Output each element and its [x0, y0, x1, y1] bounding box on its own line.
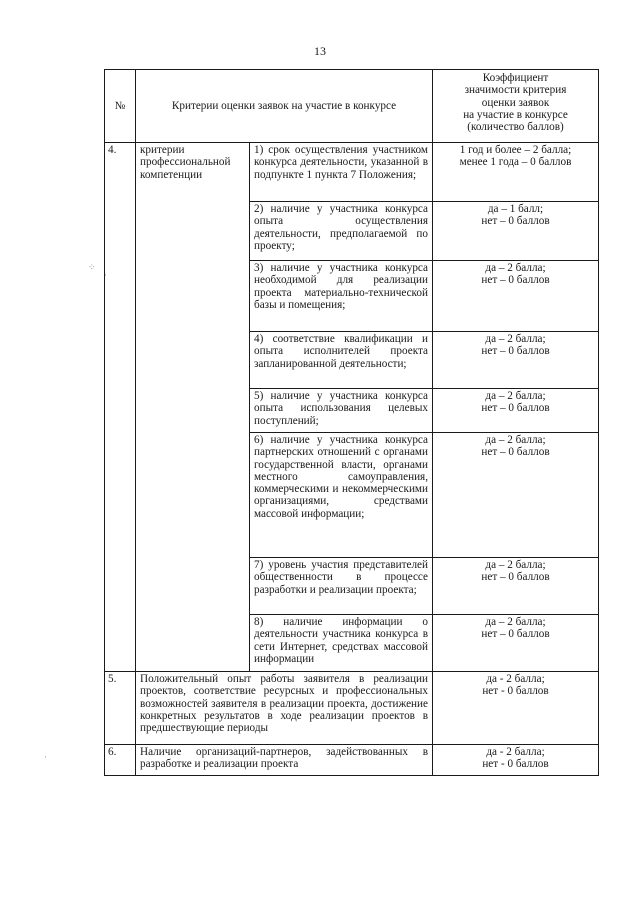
score-cell	[433, 615, 599, 672]
score-yes: да – 2 балла;	[485, 390, 546, 402]
score-yes: да – 2 балла;	[485, 434, 546, 446]
header-num: №	[105, 70, 136, 143]
criterion-text: Положительный опыт работы заявителя в реализации проектов, соответствие ресурсных и профессиональных возможностей заявителя в реализации проекта, достижение конкретных результатов в ходе реализации проектов в предшествующие периоды	[136, 672, 433, 745]
header-coef-line: оценки заявок	[481, 96, 550, 109]
scan-artifact: ⁘	[88, 262, 96, 272]
score-no: нет – 0 баллов	[481, 402, 550, 415]
criterion-text: Наличие организаций-партнеров, задействованных в разработке и реализации проекта	[136, 745, 433, 776]
header-coefficient	[433, 70, 599, 143]
score-no: нет – 0 баллов	[481, 345, 550, 358]
score-yes: да – 2 балла;	[485, 333, 546, 345]
subcriterion-text: 3) наличие у участника конкурса необходимой для реализации проекта материально-технической базы и помещения;	[250, 261, 433, 332]
criteria-group-line: критерии	[140, 144, 185, 156]
page-number: 13	[314, 44, 326, 58]
score-yes: да – 2 балла;	[485, 616, 546, 628]
row-number: 6.	[105, 745, 136, 776]
header-criteria: Критерии оценки заявок на участие в конкурсе	[136, 70, 433, 143]
score-yes: 1 год и более – 2 балла;	[459, 144, 572, 156]
score-no: нет – 0 баллов	[481, 274, 550, 287]
row-number: 5.	[105, 672, 136, 745]
score-cell	[433, 558, 599, 615]
score-cell	[433, 143, 599, 202]
score-yes: да – 2 балла;	[485, 262, 546, 274]
score-no: нет - 0 баллов	[482, 685, 549, 698]
criteria-group-line: компетенции	[140, 168, 203, 181]
subcriterion-text: 2) наличие у участника конкурса опыта осуществления деятельности, предполагаемой по проекту;	[250, 202, 433, 261]
subcriterion-text: 8) наличие информации о деятельности участника конкурса в сети Интернет, средствах массовой информации	[250, 615, 433, 672]
scan-artifact: ·	[44, 752, 47, 762]
criteria-group-cell	[136, 143, 250, 672]
table-row	[105, 143, 599, 202]
score-cell	[433, 389, 599, 433]
table-row	[105, 672, 599, 745]
subcriterion-text: 4) соответствие квалификации и опыта исполнителей проекта запланированной деятельности;	[250, 332, 433, 389]
row-number: 4.	[105, 143, 136, 672]
score-no: менее 1 года – 0 баллов	[459, 156, 572, 169]
score-no: нет – 0 баллов	[481, 628, 550, 641]
score-yes: да – 1 балл;	[487, 203, 544, 215]
score-no: нет - 0 баллов	[482, 758, 549, 771]
subcriterion-text: 1) срок осуществления участником конкурса деятельности, указанной в подпункте 1 пункта 7 Положения;	[250, 143, 433, 202]
score-no: нет – 0 баллов	[481, 215, 550, 228]
score-yes: да - 2 балла;	[486, 746, 545, 758]
score-cell	[433, 672, 599, 745]
subcriterion-text: 5) наличие у участника конкурса опыта использования целевых поступлений;	[250, 389, 433, 433]
scan-artifact: ·	[104, 270, 107, 280]
subcriterion-text: 7) уровень участия представителей общественности в процессе разработки и реализации проекта;	[250, 558, 433, 615]
score-cell	[433, 332, 599, 389]
header-coef-line: (количество баллов)	[467, 121, 564, 134]
header-coef-line: Коэффициент	[482, 72, 549, 84]
header-coef-line: значимости критерия	[464, 84, 567, 97]
header-coef-line: на участие в конкурсе	[463, 108, 568, 121]
score-yes: да - 2 балла;	[486, 673, 545, 685]
score-cell	[433, 745, 599, 776]
score-no: нет – 0 баллов	[481, 446, 550, 459]
criteria-table	[104, 69, 599, 776]
table-row	[105, 745, 599, 776]
criteria-group-line: профессиональной	[140, 156, 231, 169]
score-no: нет – 0 баллов	[481, 571, 550, 584]
subcriterion-text: 6) наличие у участника конкурса партнерских отношений с органами государственной власти, органами местного самоуправления, коммерческими и некоммерческими организациями, средствами массовой информации;	[250, 433, 433, 558]
score-cell	[433, 261, 599, 332]
score-cell	[433, 202, 599, 261]
score-cell	[433, 433, 599, 558]
score-yes: да – 2 балла;	[485, 559, 546, 571]
header-row	[105, 70, 599, 143]
